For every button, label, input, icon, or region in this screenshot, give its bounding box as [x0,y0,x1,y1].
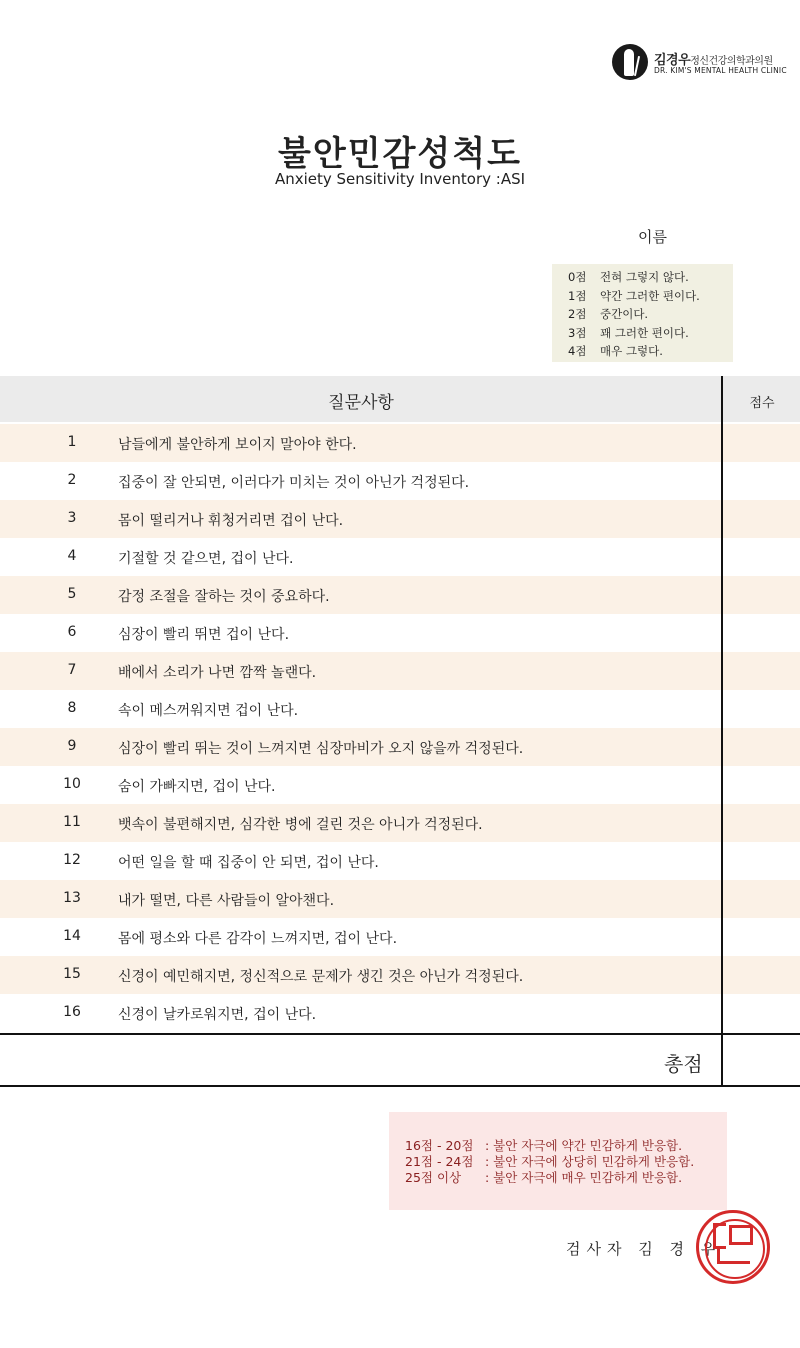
scale-row [552,342,733,361]
clinic-name-en: DR. KIM'S MENTAL HEALTH CLINIC [654,66,787,75]
result-text: : 불안 자극에 약간 민감하게 반응함. [485,1138,683,1153]
table-row [0,500,800,538]
total-divider-bottom [0,1085,800,1087]
row-question: 몸에 평소와 다른 감각이 느껴지면, 겁이 난다. [118,931,398,947]
examiner: 검사자 김 경 우 [566,1240,722,1258]
result-text: : 불안 자극에 매우 민감하게 반응함. [485,1170,683,1185]
row-number: 6 [67,624,77,640]
scale-text: 약간 그러한 편이다. [600,288,700,303]
table-row [0,424,800,462]
row-number: 12 [63,852,81,868]
table-row [0,766,800,804]
table-row [0,462,800,500]
result-legend [389,1112,727,1210]
result-row [389,1154,727,1170]
scale-row [552,305,733,324]
row-question: 뱃속이 불편해지면, 심각한 병에 걸린 것은 아니가 걱정된다. [118,817,483,833]
row-number: 7 [67,662,77,678]
table-row [0,880,800,918]
name-label: 이름 [638,228,667,246]
table-row [0,538,800,576]
table-row [0,956,800,994]
row-number: 4 [67,548,77,564]
scale-points: 1점 [568,288,587,303]
result-range: 21점 - 24점 [405,1154,474,1169]
row-question: 집중이 잘 안되면, 이러다가 미치는 것이 아닌가 걱정된다. [118,475,470,491]
total-divider-top [0,1033,800,1035]
clinic-name-ko-sub: 정신건강의학과의원 [690,56,773,67]
scale-row [552,324,733,343]
table-row [0,576,800,614]
seal-stamp-icon [696,1210,770,1284]
page-title: 불안민감성척도 [278,134,522,174]
row-question: 기절할 것 같으면, 겁이 난다. [118,551,294,567]
scale-points: 2점 [568,307,587,321]
row-question: 배에서 소리가 나면 깜짝 놀랜다. [118,665,317,681]
table-row [0,918,800,956]
clinic-name-ko: 김경우 [654,53,691,68]
page-subtitle: Anxiety Sensitivity Inventory :ASI [274,170,526,188]
row-question: 심장이 빨리 뛰면 겁이 난다. [118,627,290,643]
scale-row [552,268,733,287]
row-number: 16 [63,1004,81,1020]
scale-text: 꽤 그러한 편이다. [600,325,689,340]
row-number: 3 [67,510,77,526]
row-number: 15 [63,966,81,982]
row-question: 신경이 날카로워지면, 겁이 난다. [118,1007,317,1023]
row-question: 심장이 빨리 뛰는 것이 느껴지면 심장마비가 오지 않을까 걱정된다. [118,741,524,757]
result-text: : 불안 자극에 상당히 민감하게 반응함. [485,1154,695,1169]
table-row [0,614,800,652]
header-question: 질문사항 [328,393,394,413]
row-number: 14 [63,928,81,944]
row-question: 숨이 가빠지면, 겁이 난다. [118,779,276,795]
row-number: 9 [67,738,77,754]
scale-row [552,287,733,306]
row-question: 내가 떨면, 다른 사람들이 알아챈다. [118,893,335,909]
result-range: 25점 이상 [405,1170,462,1185]
clinic-logo-icon [612,44,648,80]
row-number: 8 [67,700,77,716]
table-row [0,994,800,1032]
table-row [0,652,800,690]
result-range: 16점 - 20점 [405,1138,474,1153]
scale-text: 매우 그렇다. [600,344,663,358]
scale-points: 3점 [568,325,587,340]
row-question: 어떤 일을 할 때 집중이 안 되면, 겁이 난다. [118,855,379,871]
row-number: 2 [67,472,77,488]
row-question: 감정 조절을 잘하는 것이 중요하다. [118,589,330,605]
row-question: 남들에게 불안하게 보이지 말아야 한다. [118,437,357,453]
row-number: 1 [67,434,77,450]
row-number: 13 [63,890,81,906]
scale-legend [552,264,733,362]
score-column-divider [721,376,723,1087]
scale-points: 0점 [568,270,587,284]
scale-text: 중간이다. [600,307,649,321]
table-row [0,690,800,728]
table-row [0,804,800,842]
row-number: 10 [63,776,81,792]
row-question: 속이 메스꺼워지면 겁이 난다. [118,703,299,719]
scale-points: 4점 [568,344,587,358]
row-number: 5 [67,586,77,602]
table-row [0,842,800,880]
clinic-logo [612,44,792,82]
result-row [389,1138,727,1154]
row-number: 11 [63,814,81,830]
table-row [0,728,800,766]
row-question: 신경이 예민해지면, 정신적으로 문제가 생긴 것은 아닌가 걱정된다. [118,969,524,985]
row-question: 몸이 떨리거나 휘청거리면 겁이 난다. [118,513,344,529]
scale-text: 전혀 그렇지 않다. [600,270,689,284]
header-score: 점수 [749,396,775,411]
result-row [389,1170,727,1186]
total-label: 총점 [664,1052,703,1076]
